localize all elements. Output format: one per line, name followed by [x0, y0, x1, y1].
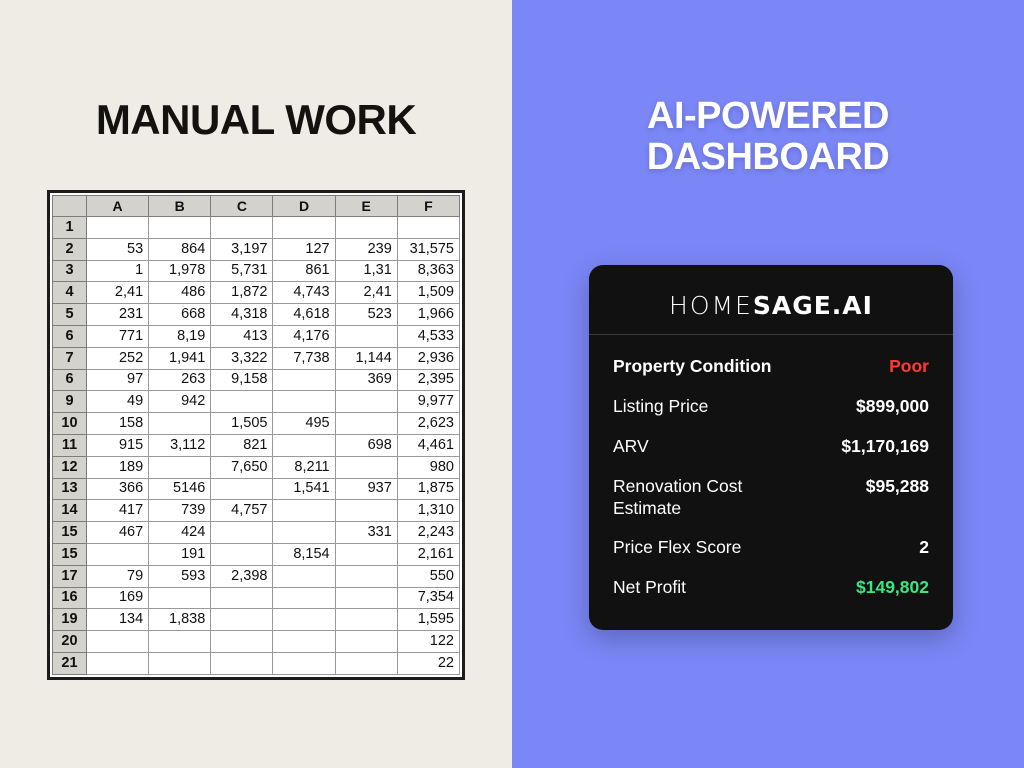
cell-A6[interactable]: 97: [87, 369, 149, 391]
cell-E13[interactable]: 937: [335, 478, 397, 500]
cell-D10[interactable]: 495: [273, 413, 335, 435]
cell-B19[interactable]: 1,838: [149, 609, 211, 631]
cell-A13[interactable]: 366: [87, 478, 149, 500]
column-header-e[interactable]: E: [335, 196, 397, 217]
cell-F21[interactable]: 22: [397, 652, 459, 674]
spreadsheet-row: [53, 456, 460, 478]
brand-part-sage: SAGE.AI: [752, 291, 873, 320]
cell-A19[interactable]: 134: [87, 609, 149, 631]
row-header[interactable]: 15: [53, 522, 87, 544]
cell-B2[interactable]: 864: [149, 238, 211, 260]
column-header-b[interactable]: B: [149, 196, 211, 217]
metric-value: $149,802: [856, 577, 929, 598]
cell-C1[interactable]: [211, 217, 273, 239]
metric-row: [613, 528, 929, 568]
cell-F2[interactable]: 31,575: [397, 238, 459, 260]
cell-B21[interactable]: [149, 652, 211, 674]
cell-D3[interactable]: 861: [273, 260, 335, 282]
cell-F20[interactable]: 122: [397, 631, 459, 653]
cell-F13[interactable]: 1,875: [397, 478, 459, 500]
cell-F15[interactable]: 2,243: [397, 522, 459, 544]
cell-B3[interactable]: 1,978: [149, 260, 211, 282]
cell-E14[interactable]: [335, 500, 397, 522]
cell-B12[interactable]: [149, 456, 211, 478]
metric-value: 2: [919, 537, 929, 558]
cell-E12[interactable]: [335, 456, 397, 478]
cell-B14[interactable]: 739: [149, 500, 211, 522]
row-header[interactable]: 15: [53, 543, 87, 565]
cell-D7[interactable]: 7,738: [273, 347, 335, 369]
row-header[interactable]: 6: [53, 369, 87, 391]
row-header[interactable]: 10: [53, 413, 87, 435]
spreadsheet-row: [53, 565, 460, 587]
cell-C14[interactable]: 4,757: [211, 500, 273, 522]
cell-F9[interactable]: 9,977: [397, 391, 459, 413]
metric-value: Poor: [889, 356, 929, 376]
cell-B6[interactable]: 263: [149, 369, 211, 391]
cell-C5[interactable]: 4,318: [211, 304, 273, 326]
spreadsheet-row: [53, 522, 460, 544]
cell-A7[interactable]: 252: [87, 347, 149, 369]
cell-F3[interactable]: 8,363: [397, 260, 459, 282]
cell-D15[interactable]: [273, 522, 335, 544]
cell-B15[interactable]: 424: [149, 522, 211, 544]
row-header[interactable]: 3: [53, 260, 87, 282]
spreadsheet-row: [53, 260, 460, 282]
spreadsheet-row: [53, 609, 460, 631]
cell-F6[interactable]: 2,395: [397, 369, 459, 391]
spreadsheet-row: [53, 369, 460, 391]
cell-B17[interactable]: 593: [149, 565, 211, 587]
cell-D20[interactable]: [273, 631, 335, 653]
spreadsheet-row: [53, 282, 460, 304]
cell-D6[interactable]: [273, 369, 335, 391]
cell-B10[interactable]: [149, 413, 211, 435]
cell-E20[interactable]: [335, 631, 397, 653]
metric-value: $899,000: [856, 395, 929, 416]
row-header[interactable]: 7: [53, 347, 87, 369]
cell-B13[interactable]: 5146: [149, 478, 211, 500]
metrics-list: [613, 347, 929, 608]
cell-D12[interactable]: 8,211: [273, 456, 335, 478]
cell-E10[interactable]: [335, 413, 397, 435]
cell-F7[interactable]: 2,936: [397, 347, 459, 369]
cell-A20[interactable]: [87, 631, 149, 653]
cell-B20[interactable]: [149, 631, 211, 653]
metric-label: Renovation Cost Estimate: [613, 475, 743, 518]
spreadsheet-row: [53, 631, 460, 653]
cell-B4[interactable]: 486: [149, 282, 211, 304]
cell-A6[interactable]: 771: [87, 325, 149, 347]
cell-C2[interactable]: 3,197: [211, 238, 273, 260]
spreadsheet-body: [53, 217, 460, 675]
cell-C3[interactable]: 5,731: [211, 260, 273, 282]
spreadsheet-row: [53, 217, 460, 239]
row-header[interactable]: 6: [53, 325, 87, 347]
cell-A15[interactable]: 467: [87, 522, 149, 544]
cell-A11[interactable]: 915: [87, 434, 149, 456]
metric-value: $95,288: [865, 475, 929, 496]
cell-E2[interactable]: 239: [335, 238, 397, 260]
metric-label: Property Condition: [613, 356, 772, 376]
cell-A2[interactable]: 53: [87, 238, 149, 260]
cell-C12[interactable]: 7,650: [211, 456, 273, 478]
cell-D15[interactable]: 8,154: [273, 543, 335, 565]
metric-row: [613, 467, 929, 529]
cell-F1[interactable]: [397, 217, 459, 239]
metric-label: ARV: [613, 435, 649, 456]
cell-E6[interactable]: [335, 325, 397, 347]
cell-D1[interactable]: [273, 217, 335, 239]
manual-work-title: MANUAL WORK: [95, 96, 417, 143]
cell-C15[interactable]: [211, 522, 273, 544]
cell-F5[interactable]: 1,966: [397, 304, 459, 326]
cell-B15[interactable]: 191: [149, 543, 211, 565]
cell-C17[interactable]: 2,398: [211, 565, 273, 587]
cell-D5[interactable]: 4,618: [273, 304, 335, 326]
spreadsheet-row: [53, 347, 460, 369]
cell-D9[interactable]: [273, 391, 335, 413]
cell-A15[interactable]: [87, 543, 149, 565]
cell-C10[interactable]: 1,505: [211, 413, 273, 435]
ai-dashboard-panel: [512, 0, 1024, 768]
spreadsheet-row: [53, 391, 460, 413]
spreadsheet-row: [53, 587, 460, 609]
spreadsheet-row: [53, 304, 460, 326]
cell-E19[interactable]: [335, 609, 397, 631]
spreadsheet-table: [52, 195, 460, 675]
metric-row: [613, 347, 929, 387]
cell-F12[interactable]: 980: [397, 456, 459, 478]
card-divider: [589, 334, 953, 335]
row-header[interactable]: 1: [53, 217, 87, 239]
cell-A9[interactable]: 49: [87, 391, 149, 413]
cell-A14[interactable]: 417: [87, 500, 149, 522]
cell-C4[interactable]: 1,872: [211, 282, 273, 304]
cell-C9[interactable]: [211, 391, 273, 413]
metric-row: [613, 568, 929, 608]
brand-part-home: HOME: [669, 291, 753, 320]
spreadsheet-row: [53, 478, 460, 500]
spreadsheet-row: [53, 434, 460, 456]
column-header-f[interactable]: F: [397, 196, 459, 217]
cell-A17[interactable]: 79: [87, 565, 149, 587]
cell-E9[interactable]: [335, 391, 397, 413]
cell-A16[interactable]: 169: [87, 587, 149, 609]
row-header[interactable]: 19: [53, 609, 87, 631]
row-header[interactable]: 16: [53, 587, 87, 609]
cell-C6[interactable]: 9,158: [211, 369, 273, 391]
row-header[interactable]: 20: [53, 631, 87, 653]
spreadsheet-row: [53, 413, 460, 435]
cell-A10[interactable]: 158: [87, 413, 149, 435]
spreadsheet-row: [53, 543, 460, 565]
spreadsheet-row: [53, 325, 460, 347]
cell-F10[interactable]: 2,623: [397, 413, 459, 435]
cell-D16[interactable]: [273, 587, 335, 609]
row-header[interactable]: 4: [53, 282, 87, 304]
cell-C11[interactable]: 821: [211, 434, 273, 456]
cell-A4[interactable]: 2,41: [87, 282, 149, 304]
cell-B9[interactable]: 942: [149, 391, 211, 413]
cell-C21[interactable]: [211, 652, 273, 674]
cell-E17[interactable]: [335, 565, 397, 587]
metric-value: $1,170,169: [841, 435, 929, 456]
cell-E1[interactable]: [335, 217, 397, 239]
row-header[interactable]: 11: [53, 434, 87, 456]
cell-D6[interactable]: 4,176: [273, 325, 335, 347]
homesage-logo: [613, 285, 929, 334]
spreadsheet-row: [53, 652, 460, 674]
cell-C16[interactable]: [211, 587, 273, 609]
ai-dashboard-title: [512, 96, 1024, 178]
cell-D14[interactable]: [273, 500, 335, 522]
cell-B11[interactable]: 3,112: [149, 434, 211, 456]
row-header[interactable]: 12: [53, 456, 87, 478]
metric-row: [613, 387, 929, 427]
cell-D13[interactable]: 1,541: [273, 478, 335, 500]
cell-E4[interactable]: 2,41: [335, 282, 397, 304]
metric-label: Price Flex Score: [613, 537, 742, 558]
cell-C6[interactable]: 413: [211, 325, 273, 347]
cell-B7[interactable]: 1,941: [149, 347, 211, 369]
cell-E5[interactable]: 523: [335, 304, 397, 326]
spreadsheet: [47, 190, 465, 680]
row-header[interactable]: 21: [53, 652, 87, 674]
cell-A3[interactable]: 1: [87, 260, 149, 282]
cell-C20[interactable]: [211, 631, 273, 653]
column-header-a[interactable]: A: [87, 196, 149, 217]
cell-C15[interactable]: [211, 543, 273, 565]
row-header[interactable]: 17: [53, 565, 87, 587]
cell-C19[interactable]: [211, 609, 273, 631]
metric-row: [613, 427, 929, 467]
cell-F16[interactable]: 7,354: [397, 587, 459, 609]
row-header[interactable]: 9: [53, 391, 87, 413]
cell-D4[interactable]: 4,743: [273, 282, 335, 304]
cell-F11[interactable]: 4,461: [397, 434, 459, 456]
row-header[interactable]: 13: [53, 478, 87, 500]
cell-A21[interactable]: [87, 652, 149, 674]
cell-D11[interactable]: [273, 434, 335, 456]
metric-label: Listing Price: [613, 395, 709, 416]
cell-F14[interactable]: 1,310: [397, 500, 459, 522]
cell-A5[interactable]: 231: [87, 304, 149, 326]
cell-F6[interactable]: 4,533: [397, 325, 459, 347]
cell-F15[interactable]: 2,161: [397, 543, 459, 565]
spreadsheet-row: [53, 238, 460, 260]
column-header-c[interactable]: C: [211, 196, 273, 217]
cell-E6[interactable]: 369: [335, 369, 397, 391]
row-header[interactable]: 14: [53, 500, 87, 522]
cell-A1[interactable]: [87, 217, 149, 239]
cell-D21[interactable]: [273, 652, 335, 674]
cell-D17[interactable]: [273, 565, 335, 587]
cell-C7[interactable]: 3,322: [211, 347, 273, 369]
cell-E15[interactable]: [335, 543, 397, 565]
cell-F17[interactable]: 550: [397, 565, 459, 587]
row-header[interactable]: 2: [53, 238, 87, 260]
property-summary-card: [589, 265, 953, 630]
cell-E7[interactable]: 1,144: [335, 347, 397, 369]
corner-cell: [53, 196, 87, 217]
ai-dashboard-title-line2: DASHBOARD: [646, 136, 890, 179]
cell-C13[interactable]: [211, 478, 273, 500]
cell-B6[interactable]: 8,19: [149, 325, 211, 347]
cell-D2[interactable]: 127: [273, 238, 335, 260]
cell-B1[interactable]: [149, 217, 211, 239]
row-header[interactable]: 5: [53, 304, 87, 326]
cell-E16[interactable]: [335, 587, 397, 609]
cell-E15[interactable]: 331: [335, 522, 397, 544]
column-header-d[interactable]: D: [273, 196, 335, 217]
cell-E11[interactable]: 698: [335, 434, 397, 456]
cell-F19[interactable]: 1,595: [397, 609, 459, 631]
cell-D19[interactable]: [273, 609, 335, 631]
ai-dashboard-title-line1: AI-POWERED: [647, 95, 889, 137]
cell-E21[interactable]: [335, 652, 397, 674]
cell-A12[interactable]: 189: [87, 456, 149, 478]
cell-E3[interactable]: 1,31: [335, 260, 397, 282]
cell-B16[interactable]: [149, 587, 211, 609]
spreadsheet-row: [53, 500, 460, 522]
metric-label: Net Profit: [613, 577, 686, 598]
spreadsheet-header-row: [53, 196, 460, 217]
cell-F4[interactable]: 1,509: [397, 282, 459, 304]
cell-B5[interactable]: 668: [149, 304, 211, 326]
